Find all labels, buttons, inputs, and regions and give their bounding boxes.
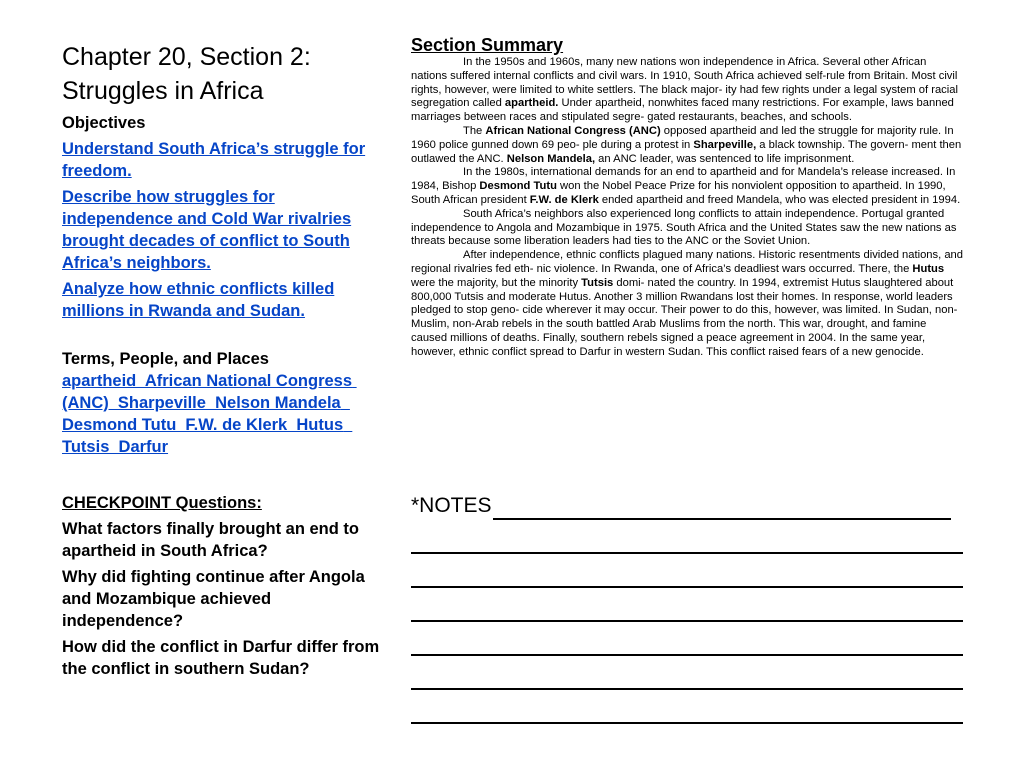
summary-paragraph-1: In the 1950s and 1960s, many new nations won independence in Africa. Several other African nations suffered internal conflicts and civil wars. In 1910, South Africa achieved self-rule from Britain. Most civil rights, however, were limited to white settlers. The black major- ity had few rights under a legal system of racial segregation called apartheid. Under apartheid, nonwhites faced many restrictions. For example, laws banned marriages between races and stipulated segre- gated restaurants, beaches, and schools. <box>411 56 958 124</box>
section-summary <box>411 34 963 360</box>
terms-heading: Terms, People, and Places <box>62 350 269 368</box>
checkpoint-question-3: How did the conflict in Darfur differ from the conflict in southern Sudan? <box>62 638 380 678</box>
notes-line[interactable] <box>411 564 963 588</box>
page-title <box>62 40 380 108</box>
notes-first-line[interactable] <box>411 488 963 520</box>
notes-line[interactable] <box>411 530 963 554</box>
notes-area <box>411 488 963 724</box>
notes-label: *NOTES <box>411 494 492 517</box>
notes-line[interactable] <box>411 632 963 656</box>
summary-paragraph-4: South Africa’s neighbors also experienced long conflicts to attain independence. Portugal granted independence to Angola and Mozambique in 1975. South Africa and the United States saw the new nations as threats because some liberation leaders had ties to the ANC or the Soviet Union. <box>411 207 957 248</box>
summary-heading: Section Summary <box>411 35 564 55</box>
summary-paragraph-3: In the 1980s, international demands for an end to apartheid and for Mandela’s release increased. In 1984, Bishop Desmond Tutu won the Nobel Peace Prize for his nonviolent opposition to apartheid. In 1990, South African president F.W. de Klerk ended apartheid and freed Mandela, who was elected president in 1994. <box>411 166 961 206</box>
notes-line[interactable] <box>411 598 963 622</box>
title-line-1: Chapter 20, Section 2: <box>62 43 311 71</box>
summary-body <box>411 56 963 360</box>
notes-line[interactable] <box>411 666 963 690</box>
title-line-2: Struggles in Africa <box>62 77 264 105</box>
notes-rule <box>493 496 951 520</box>
terms-links[interactable]: apartheid African National Congress (ANC) Sharpeville Nelson Mandela Desmond Tutu F.W. de Klerk Hutus Tutsis Darfur <box>62 372 357 456</box>
objectives-heading: Objectives <box>62 114 146 132</box>
summary-paragraph-5: After independence, ethnic conflicts plagued many nations. Historic resentments divided nations, and regional rivalries fed eth- nic violence. In Rwanda, one of Africa’s deadliest wars occurred. There, the Hutus were the majority, but the minority Tutsis domi- nated the country. In 1994, extremist Hutus slaughtered about 800,000 Tutsis and moderate Hutus. Another 3 million Rwandans lost their homes. In response, world leaders pledged to stop geno- cide wherever it may occur. Their power to do this, however, was limited. In Sudan, non-Muslim, non-Arab rebels in the south battled Arab Muslims from the north. This war, drought, and famine caused millions of deaths. Finally, southern rebels signed a peace agreement in 2004. In the same year, however, ethnic conflict spread to Darfur in western Sudan. This conflict raised fears of a new genocide. <box>411 249 964 358</box>
checkpoint-question-1: What factors finally brought an end to apartheid in South Africa? <box>62 520 359 560</box>
objective-link-3[interactable]: Analyze how ethnic conflicts killed millions in Rwanda and Sudan. <box>62 280 335 320</box>
checkpoint-question-2: Why did fighting continue after Angola and Mozambique achieved independence? <box>62 568 365 630</box>
summary-paragraph-2: The African National Congress (ANC) opposed apartheid and led the struggle for majority rule. In 1960 police gunned down 69 peo- ple during a protest in Sharpeville, a black township. The govern- ment then outlawed the ANC. Nelson Mandela, an ANC leader, was sentenced to life imprisonment. <box>411 124 962 165</box>
objective-link-2[interactable]: Describe how struggles for independence and Cold War rivalries brought decades of conflict to South Africa’s neighbors. <box>62 188 352 272</box>
left-column <box>62 40 380 680</box>
objective-link-1[interactable]: Understand South Africa’s struggle for freedom. <box>62 140 366 180</box>
checkpoint-heading: CHECKPOINT Questions: <box>62 494 262 512</box>
notes-line[interactable] <box>411 700 963 724</box>
